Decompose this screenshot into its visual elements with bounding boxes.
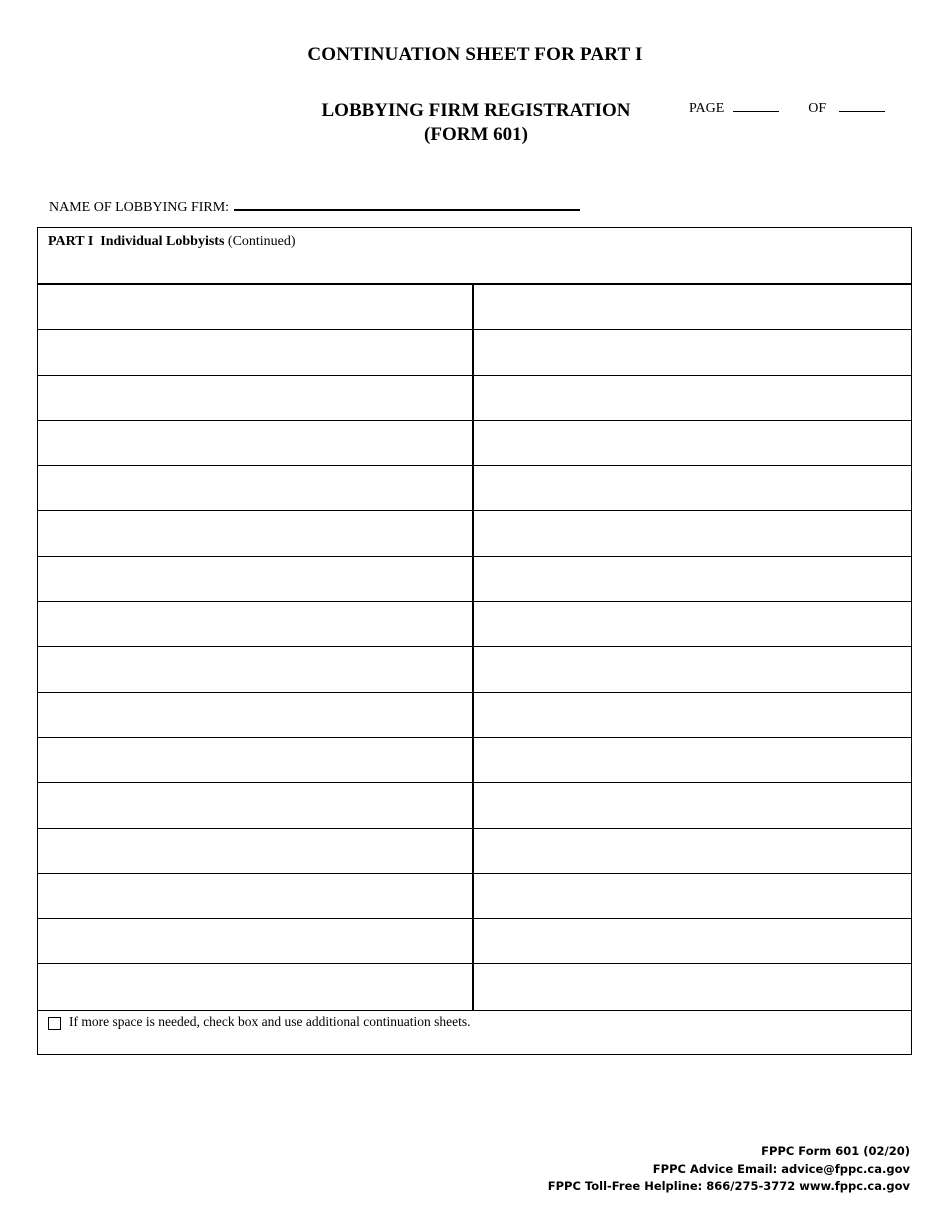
table-row [38, 421, 911, 466]
table-row [38, 874, 911, 919]
lobbyist-cell-left[interactable] [38, 738, 474, 782]
lobbyist-cell-left[interactable] [38, 285, 474, 329]
lobbyist-cell-left[interactable] [38, 376, 474, 420]
lobbyist-cell-right[interactable] [474, 602, 911, 646]
table-row [38, 738, 911, 783]
table-row [38, 466, 911, 511]
lobbyist-cell-right[interactable] [474, 285, 911, 329]
lobbyist-cell-right[interactable] [474, 466, 911, 510]
form-subtitle [276, 99, 676, 147]
firm-name-row [49, 196, 580, 216]
lobbyist-cell-right[interactable] [474, 330, 911, 374]
lobbyist-cell-right[interactable] [474, 783, 911, 827]
lobbyist-cell-left[interactable] [38, 330, 474, 374]
lobbyist-cell-left[interactable] [38, 466, 474, 510]
lobbyist-cell-left[interactable] [38, 511, 474, 555]
form-footer [548, 1143, 910, 1196]
lobbyist-cell-right[interactable] [474, 376, 911, 420]
lobbyist-cell-left[interactable] [38, 557, 474, 601]
subtitle-line-1: LOBBYING FIRM REGISTRATION [321, 100, 631, 121]
footer-advice-email: FPPC Advice Email: advice@fppc.ca.gov [652, 1161, 910, 1176]
part-suffix: (Continued) [227, 234, 296, 249]
firm-name-label: NAME OF LOBBYING FIRM: [49, 200, 230, 215]
lobbyist-cell-left[interactable] [38, 964, 474, 1009]
lobbyist-cell-right[interactable] [474, 738, 911, 782]
lobbyist-cell-left[interactable] [38, 919, 474, 963]
table-row [38, 783, 911, 828]
footer-form-id: FPPC Form 601 (02/20) [761, 1144, 910, 1158]
table-row [38, 602, 911, 647]
page-number-field[interactable] [733, 99, 779, 112]
lobbyist-cell-left[interactable] [38, 421, 474, 465]
table-row [38, 285, 911, 330]
page-label: PAGE [689, 101, 725, 116]
table-row [38, 829, 911, 874]
lobbyist-cell-left[interactable] [38, 874, 474, 918]
table-row [38, 647, 911, 692]
page-total-field[interactable] [839, 99, 885, 112]
lobbyist-cell-right[interactable] [474, 647, 911, 691]
lobbyist-cell-right[interactable] [474, 829, 911, 873]
lobbyist-cell-right[interactable] [474, 693, 911, 737]
page-number-area [689, 99, 885, 117]
lobbyist-cell-left[interactable] [38, 647, 474, 691]
more-space-checkbox[interactable] [48, 1017, 61, 1030]
more-space-text: If more space is needed, check box and use additional continuation sheets. [69, 1014, 471, 1029]
firm-name-field[interactable] [234, 196, 580, 211]
table-row [38, 511, 911, 556]
part-title: Individual Lobbyists [100, 234, 225, 249]
table-row [38, 376, 911, 421]
lobbyist-grid [38, 283, 911, 1011]
table-row [38, 557, 911, 602]
table-row [38, 330, 911, 375]
footer-helpline: FPPC Toll-Free Helpline: 866/275-3772 www.fppc.ca.gov [547, 1179, 910, 1193]
lobbyist-cell-right[interactable] [474, 557, 911, 601]
lobbyists-form-box [37, 227, 912, 1055]
more-space-row [48, 1014, 471, 1030]
lobbyist-cell-left[interactable] [38, 693, 474, 737]
part-label: PART I [48, 234, 94, 249]
table-row [38, 964, 911, 1009]
lobbyist-cell-left[interactable] [38, 829, 474, 873]
page-title: CONTINUATION SHEET FOR PART I [307, 44, 643, 65]
lobbyist-cell-right[interactable] [474, 964, 911, 1009]
lobbyist-cell-right[interactable] [474, 421, 911, 465]
lobbyist-cell-left[interactable] [38, 783, 474, 827]
table-row [38, 693, 911, 738]
table-row [38, 919, 911, 964]
lobbyist-cell-right[interactable] [474, 874, 911, 918]
of-label: OF [808, 101, 827, 116]
subtitle-line-2: (FORM 601) [424, 124, 528, 145]
lobbyist-cell-left[interactable] [38, 602, 474, 646]
lobbyist-cell-right[interactable] [474, 511, 911, 555]
lobbyist-cell-right[interactable] [474, 919, 911, 963]
part-header [48, 234, 296, 250]
